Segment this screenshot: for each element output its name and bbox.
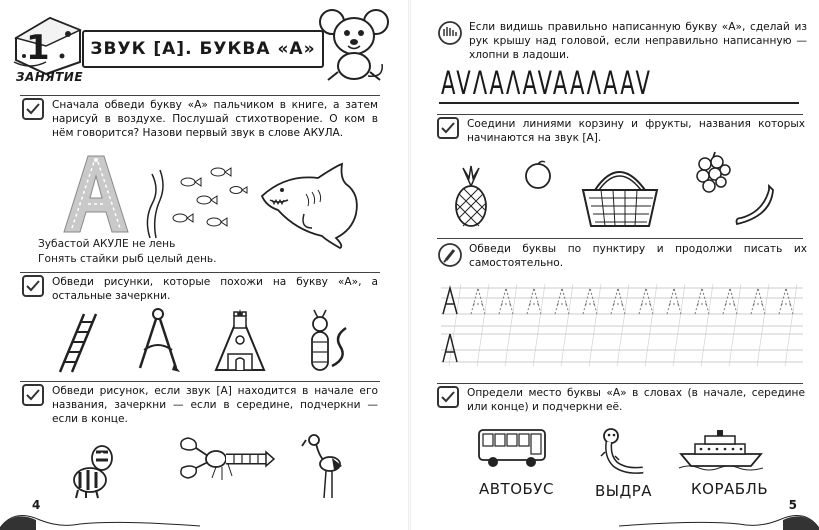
seaweed-fish-illustration xyxy=(140,160,250,240)
task-divider xyxy=(20,272,380,273)
poem-line-2: Гонять стайки рыб целый день. xyxy=(38,252,217,265)
task-2 xyxy=(22,275,380,303)
compass-icon[interactable] xyxy=(134,306,182,374)
page-number-left: 4 xyxy=(32,498,41,512)
task-divider xyxy=(20,95,380,96)
bus-icon[interactable] xyxy=(477,426,547,468)
check-icon[interactable] xyxy=(22,384,44,406)
basket-icon[interactable] xyxy=(579,160,661,230)
task-2-text: Обведи рисунки, которые похожи на букву «А», а остальные зачеркни. xyxy=(52,276,378,302)
task-5-text: Соедини линиями корзину и фрукты, названия которых начинаются на звук [А]. xyxy=(467,118,805,144)
check-icon[interactable] xyxy=(22,98,44,120)
check-icon[interactable] xyxy=(437,386,459,408)
pineapple-icon[interactable] xyxy=(451,164,491,228)
otter-icon[interactable] xyxy=(599,426,647,474)
task-5 xyxy=(437,117,807,145)
ladder-icon[interactable] xyxy=(58,312,100,374)
orange-icon[interactable] xyxy=(523,158,553,190)
task-divider xyxy=(20,381,380,382)
sequence-underline xyxy=(439,102,799,104)
word-bus[interactable]: АВТОБУС xyxy=(479,480,554,498)
footer-wave-decoration xyxy=(619,500,819,530)
right-page xyxy=(411,0,819,530)
word-otter[interactable]: ВЫДРА xyxy=(595,482,653,500)
stork-icon[interactable] xyxy=(302,432,344,500)
task-1-text: Сначала обведи букву «А» пальчиком в книге, а затем нарисуй в воздухе. Послушай стихотворение. О ком в нём говорится? Назови первый звук в слове АКУЛА. xyxy=(52,99,378,139)
task-3 xyxy=(22,384,380,426)
lesson-title: ЗВУК [А]. БУКВА «А» xyxy=(90,39,316,59)
left-page xyxy=(0,0,408,530)
castle-icon[interactable] xyxy=(212,308,268,374)
page-number-right: 5 xyxy=(788,498,797,512)
banana-icon[interactable] xyxy=(733,184,777,228)
big-letter-a-tracing[interactable] xyxy=(60,152,132,236)
task-divider xyxy=(437,114,803,115)
word-ship[interactable]: КОРАБЛЬ xyxy=(691,480,769,498)
task-divider xyxy=(437,383,803,384)
hands-icon xyxy=(437,20,463,46)
footer-wave-decoration xyxy=(0,500,200,530)
check-icon[interactable] xyxy=(437,117,459,139)
letter-sequence[interactable]: AVΛAΛAVAAΛAAV xyxy=(441,64,653,102)
task-divider xyxy=(437,238,803,239)
task-1 xyxy=(22,98,380,140)
ship-icon[interactable] xyxy=(679,430,763,468)
task-4-text: Если видишь правильно написанную букву «А», сделай из рук крышу над головой, если неправильно написанную — хлопни в ладоши. xyxy=(469,21,807,61)
shark-icon xyxy=(256,160,366,250)
brush-icon xyxy=(437,242,463,268)
mouse-mascot-icon xyxy=(318,6,390,84)
lesson-title-bar xyxy=(82,30,324,68)
task-7 xyxy=(437,386,807,414)
zebra-icon[interactable] xyxy=(66,440,118,500)
lesson-word: ЗАНЯТИЕ xyxy=(16,70,84,84)
task-3-text: Обведи рисунок, если звук [А] находится в начале его названия, зачеркни — если в середине, подчеркни — если в конце. xyxy=(52,385,378,425)
caterpillar-icon[interactable] xyxy=(300,306,358,374)
check-icon[interactable] xyxy=(22,275,44,297)
poem xyxy=(38,237,217,266)
lesson-number: 1 xyxy=(26,28,50,68)
task-7-text: Определи место буквы «А» в словах (в начале, середине или конце) и подчеркни её. xyxy=(467,387,805,413)
tracing-grid[interactable] xyxy=(441,284,803,366)
grapes-icon[interactable] xyxy=(695,152,731,194)
crayfish-icon[interactable] xyxy=(176,434,274,486)
task-6-text: Обведи буквы по пунктиру и продолжи писать их самостоятельно. xyxy=(469,243,807,269)
poem-line-1: Зубастой АКУЛЕ не лень xyxy=(38,238,176,250)
task-6 xyxy=(437,242,807,270)
task-4 xyxy=(437,20,807,62)
